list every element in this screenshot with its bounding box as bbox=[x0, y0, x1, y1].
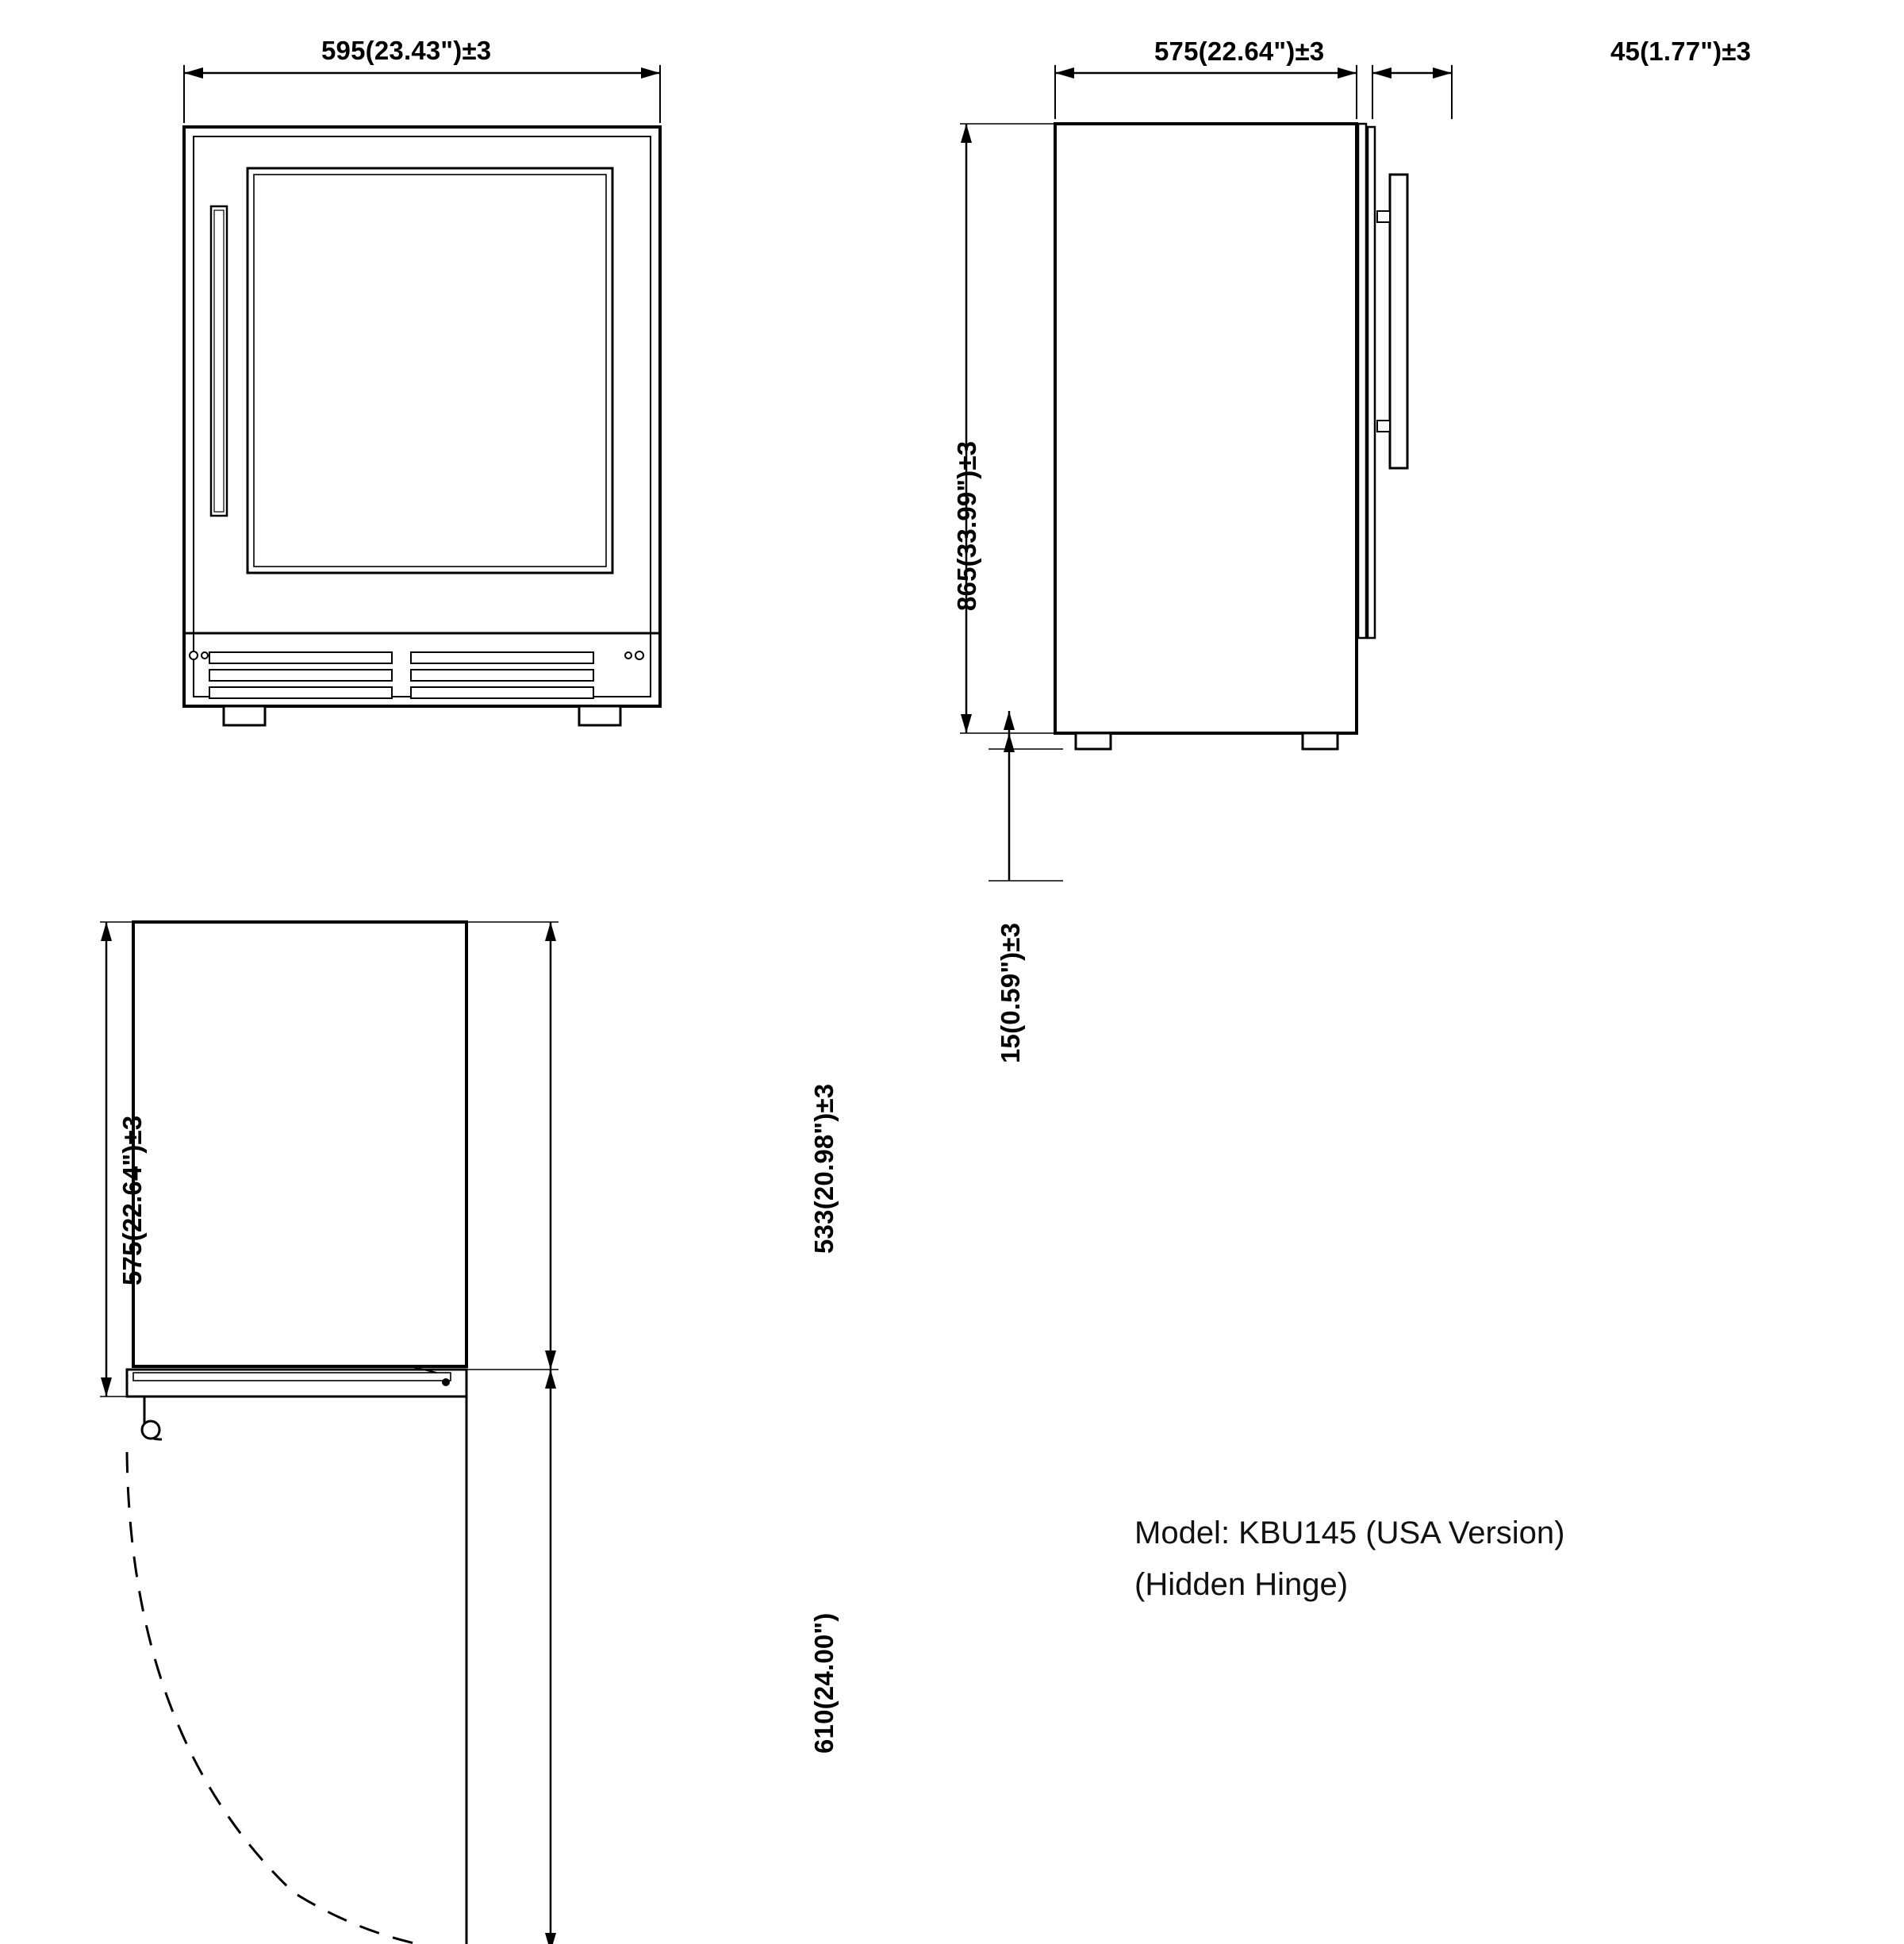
top-swing-depth-dimension: 610(24.00") bbox=[809, 1612, 839, 1754]
front-view bbox=[135, 48, 770, 920]
model-label-line1: Model: KBU145 (USA Version) bbox=[1134, 1516, 1565, 1550]
side-door-thickness-dimension: 45(1.77")±3 bbox=[1610, 36, 1752, 66]
top-view bbox=[95, 897, 904, 1944]
top-body-depth-dimension: 533(20.98")±3 bbox=[809, 1083, 839, 1254]
side-depth-dimension: 575(22.64")±3 bbox=[1154, 36, 1325, 66]
side-view bbox=[912, 48, 1801, 1119]
model-label-line2: (Hidden Hinge) bbox=[1134, 1567, 1349, 1602]
side-leg-height-dimension: 15(0.59")±3 bbox=[996, 922, 1025, 1063]
front-width-dimension: 595(23.43")±3 bbox=[321, 36, 492, 65]
top-depth-dimension: 575(22.64")±3 bbox=[117, 1115, 147, 1285]
side-height-dimension: 865(33.99")±3 bbox=[952, 440, 981, 611]
